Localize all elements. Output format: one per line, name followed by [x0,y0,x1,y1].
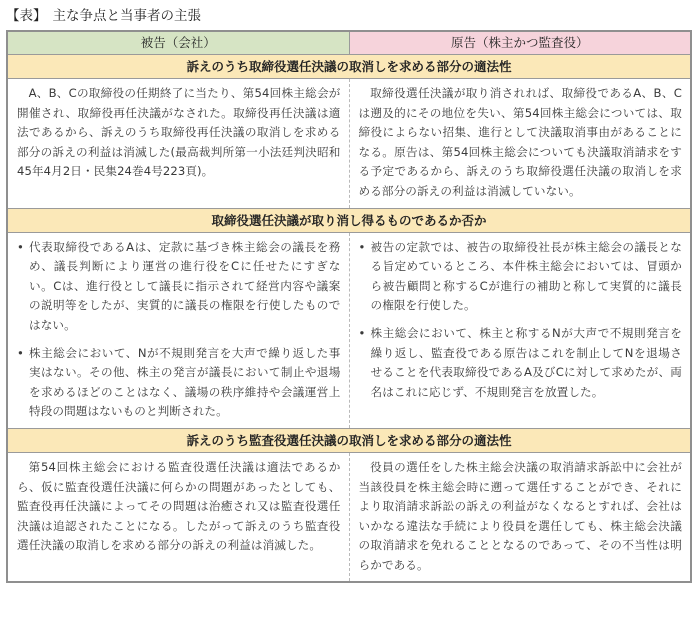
table-caption [6,6,201,26]
list-item-text: 株主総会において、Nが不規則発言を大声で繰り返した事実はない。その他、株主の発言が議長において制止や退場を求めるほどのことはなく、議場の秩序維持や会議運営上特段の問題はないものと判断された。 [29,345,341,419]
section-title-2: 取締役選任決議が取り消し得るものであるか否か [8,208,690,233]
plaintiff-claim-3 [350,453,691,582]
bullet-icon: • [358,239,366,254]
bullet-icon: • [17,345,24,360]
defendant-claim-1-text: A、B、Cの取締役の任期終了に当たり、第54回株主総会が開催され、取締役再任決議がなされた。取締役再任決議は適法であるから、訴えのうち取締役再任決議の取消しを求める部分の訴えの利益は消滅した(最高裁判所第一小法廷判決昭和45年4月2日・民集24巻4号223頁)。 [17,86,341,179]
bullet-icon: • [358,325,366,340]
list-item [359,238,683,316]
list-item [359,324,683,402]
list-item-text: 株主総会において、株主と称するNが大声で不規則発言を繰り返し、監査役である原告はこれを制止してNを退場させることを代表取締役であるA及びCに対して求めたが、両名はこれに応じず、不規則発言を放置した。 [370,325,682,399]
table-header-row [8,32,690,55]
plaintiff-claim-1 [350,79,691,208]
defendant-claim-3 [8,453,350,582]
list-item [17,238,341,336]
section-row-2 [8,233,690,428]
plaintiff-claim-1-text: 取締役選任決議が取り消されれば、取締役であるA、B、Cは遡及的にその地位を失い、第54回株主総会については、取締役によらない招集、進行として決議取消事由があることになる。原告は、第54回株主総会についても決議取消請求をする予定であるから、訴えのうち取締役選任決議の取消しを求める部分の訴えの利益は消滅していない。 [358,86,682,198]
section-row-3 [8,453,690,582]
plaintiff-claim-3-text: 役員の選任をした株主総会決議の取消請求訴訟中に会社が当該役員を株主総会時に遡って選任することができ、それにより取消請求訴訟の訴えの利益がなくなるとすれば、会社はいかなる違法な手続により役員を選任しても、株主総会決議の取消請求を免れることとなるのであって、その不当性は明らかである。 [358,459,682,572]
list-item-text: 代表取締役であるAは、定款に基づき株主総会の議長を務め、議長判断により運営の進行役をCに任せたにすぎない。Cは、進行役として議長に指示されて経営内容や議案の説明等をしたが、実質的に議長の権限を行使したものではない。 [29,239,341,332]
defendant-claim-3-text: 第54回株主総会における監査役選任決議は適法であるから、仮に監査役選任決議に何らかの問題があったとしても、監査役再任決議によってその問題は治癒され又は監査役選任決議は追認されたことになる。したがって訴えのうち監査役選任決議の取消しを求める部分の訴えの利益は消滅した。 [17,459,341,553]
defendant-claim-2-list [17,238,341,422]
header-plaintiff: 原告（株主かつ監査役） [350,32,691,54]
caption-tag: 【表】 [6,8,47,24]
header-defendant: 被告（会社） [8,32,350,54]
plaintiff-claim-2-list [359,238,683,403]
defendant-claim-1 [8,79,350,208]
bullet-icon: • [17,239,24,254]
issues-table [6,30,692,583]
section-title-3: 訴えのうち監査役選任決議の取消しを求める部分の適法性 [8,428,690,453]
caption-title: 主な争点と当事者の主張 [52,8,201,24]
list-item [17,344,341,422]
section-row-1 [8,79,690,208]
section-title-1: 訴えのうち取締役選任決議の取消しを求める部分の適法性 [8,55,690,79]
list-item-text: 被告の定款では、被告の取締役社長が株主総会の議長となる旨定めているところ、本件株主総会においては、冒頭から被告顧問と称するCが進行の補助と称して実質的に議長の権限を行使した。 [370,239,682,313]
plaintiff-claim-2 [350,233,691,428]
defendant-claim-2 [8,233,350,428]
